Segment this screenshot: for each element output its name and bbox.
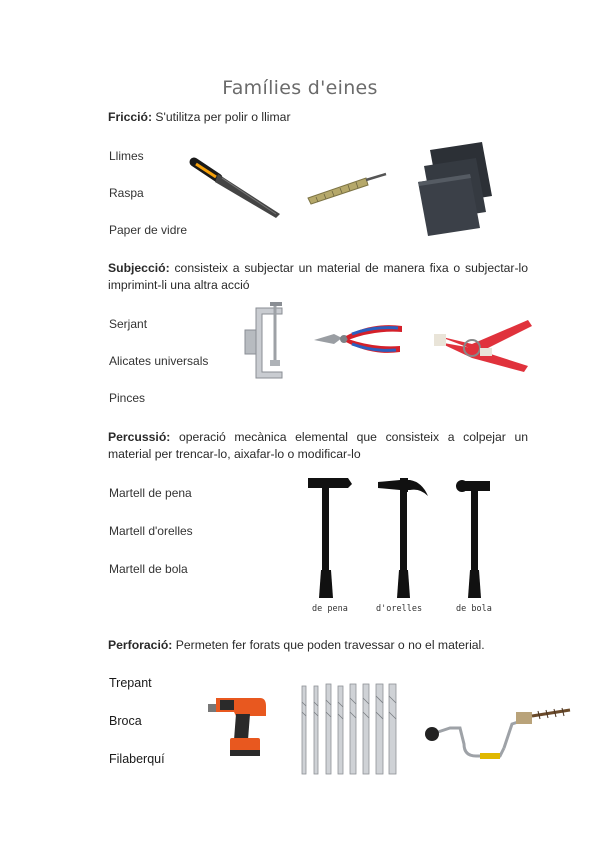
list-item: Alicates universals (109, 354, 209, 368)
hammer-caption: d'orelles (376, 604, 423, 614)
drill-tool-image (206, 694, 268, 760)
hammer-caption: de bola (456, 604, 492, 614)
section-text: consisteix a subjectar un material de manera fixa o subjectar-lo imprimint-li una altra acció (108, 261, 528, 292)
pliers-tool-image (312, 322, 406, 358)
clamp-tool-image (242, 302, 288, 384)
rasp-tool-image (306, 170, 388, 206)
section-perforacio-intro (108, 637, 548, 654)
list-item: Raspa (109, 186, 144, 200)
list-item: Llimes (109, 149, 144, 163)
list-item: Martell d'orelles (109, 524, 193, 538)
section-heading: Fricció: (108, 110, 153, 124)
list-item: Filaberquí (109, 752, 165, 766)
file-tool-image (188, 156, 284, 220)
section-text: S'utilitza per polir o llimar (155, 110, 291, 124)
drill-bits-image (298, 682, 410, 778)
ball-peen-hammer-image (454, 476, 494, 602)
section-subjeccio-intro (108, 260, 528, 294)
list-item: Broca (109, 714, 142, 728)
spring-clamp-image (432, 312, 534, 374)
page-title: Famílies d'eines (222, 77, 378, 99)
list-item: Martell de pena (109, 486, 192, 500)
list-item: Trepant (109, 676, 152, 690)
section-text: operació mecànica elemental que consisteix a colpejar un material per trencar-lo, aixafar-lo o modificar-lo (108, 430, 528, 461)
list-item: Pinces (109, 391, 146, 405)
section-heading: Percussió: (108, 430, 171, 444)
hammer-caption: de pena (312, 604, 348, 614)
list-item: Serjant (109, 317, 148, 331)
section-friccio-intro (108, 109, 528, 126)
cross-peen-hammer-image (306, 474, 354, 602)
section-heading: Subjecció: (108, 261, 170, 275)
hand-brace-image (420, 698, 580, 768)
claw-hammer-image (376, 476, 432, 602)
section-text: Permeten fer forats que poden travessar o no el material. (175, 638, 485, 652)
list-item: Paper de vidre (109, 223, 188, 237)
section-heading: Perforació: (108, 638, 173, 652)
sandpaper-image (416, 140, 496, 238)
section-percussio-intro (108, 429, 528, 463)
list-item: Martell de bola (109, 562, 188, 576)
